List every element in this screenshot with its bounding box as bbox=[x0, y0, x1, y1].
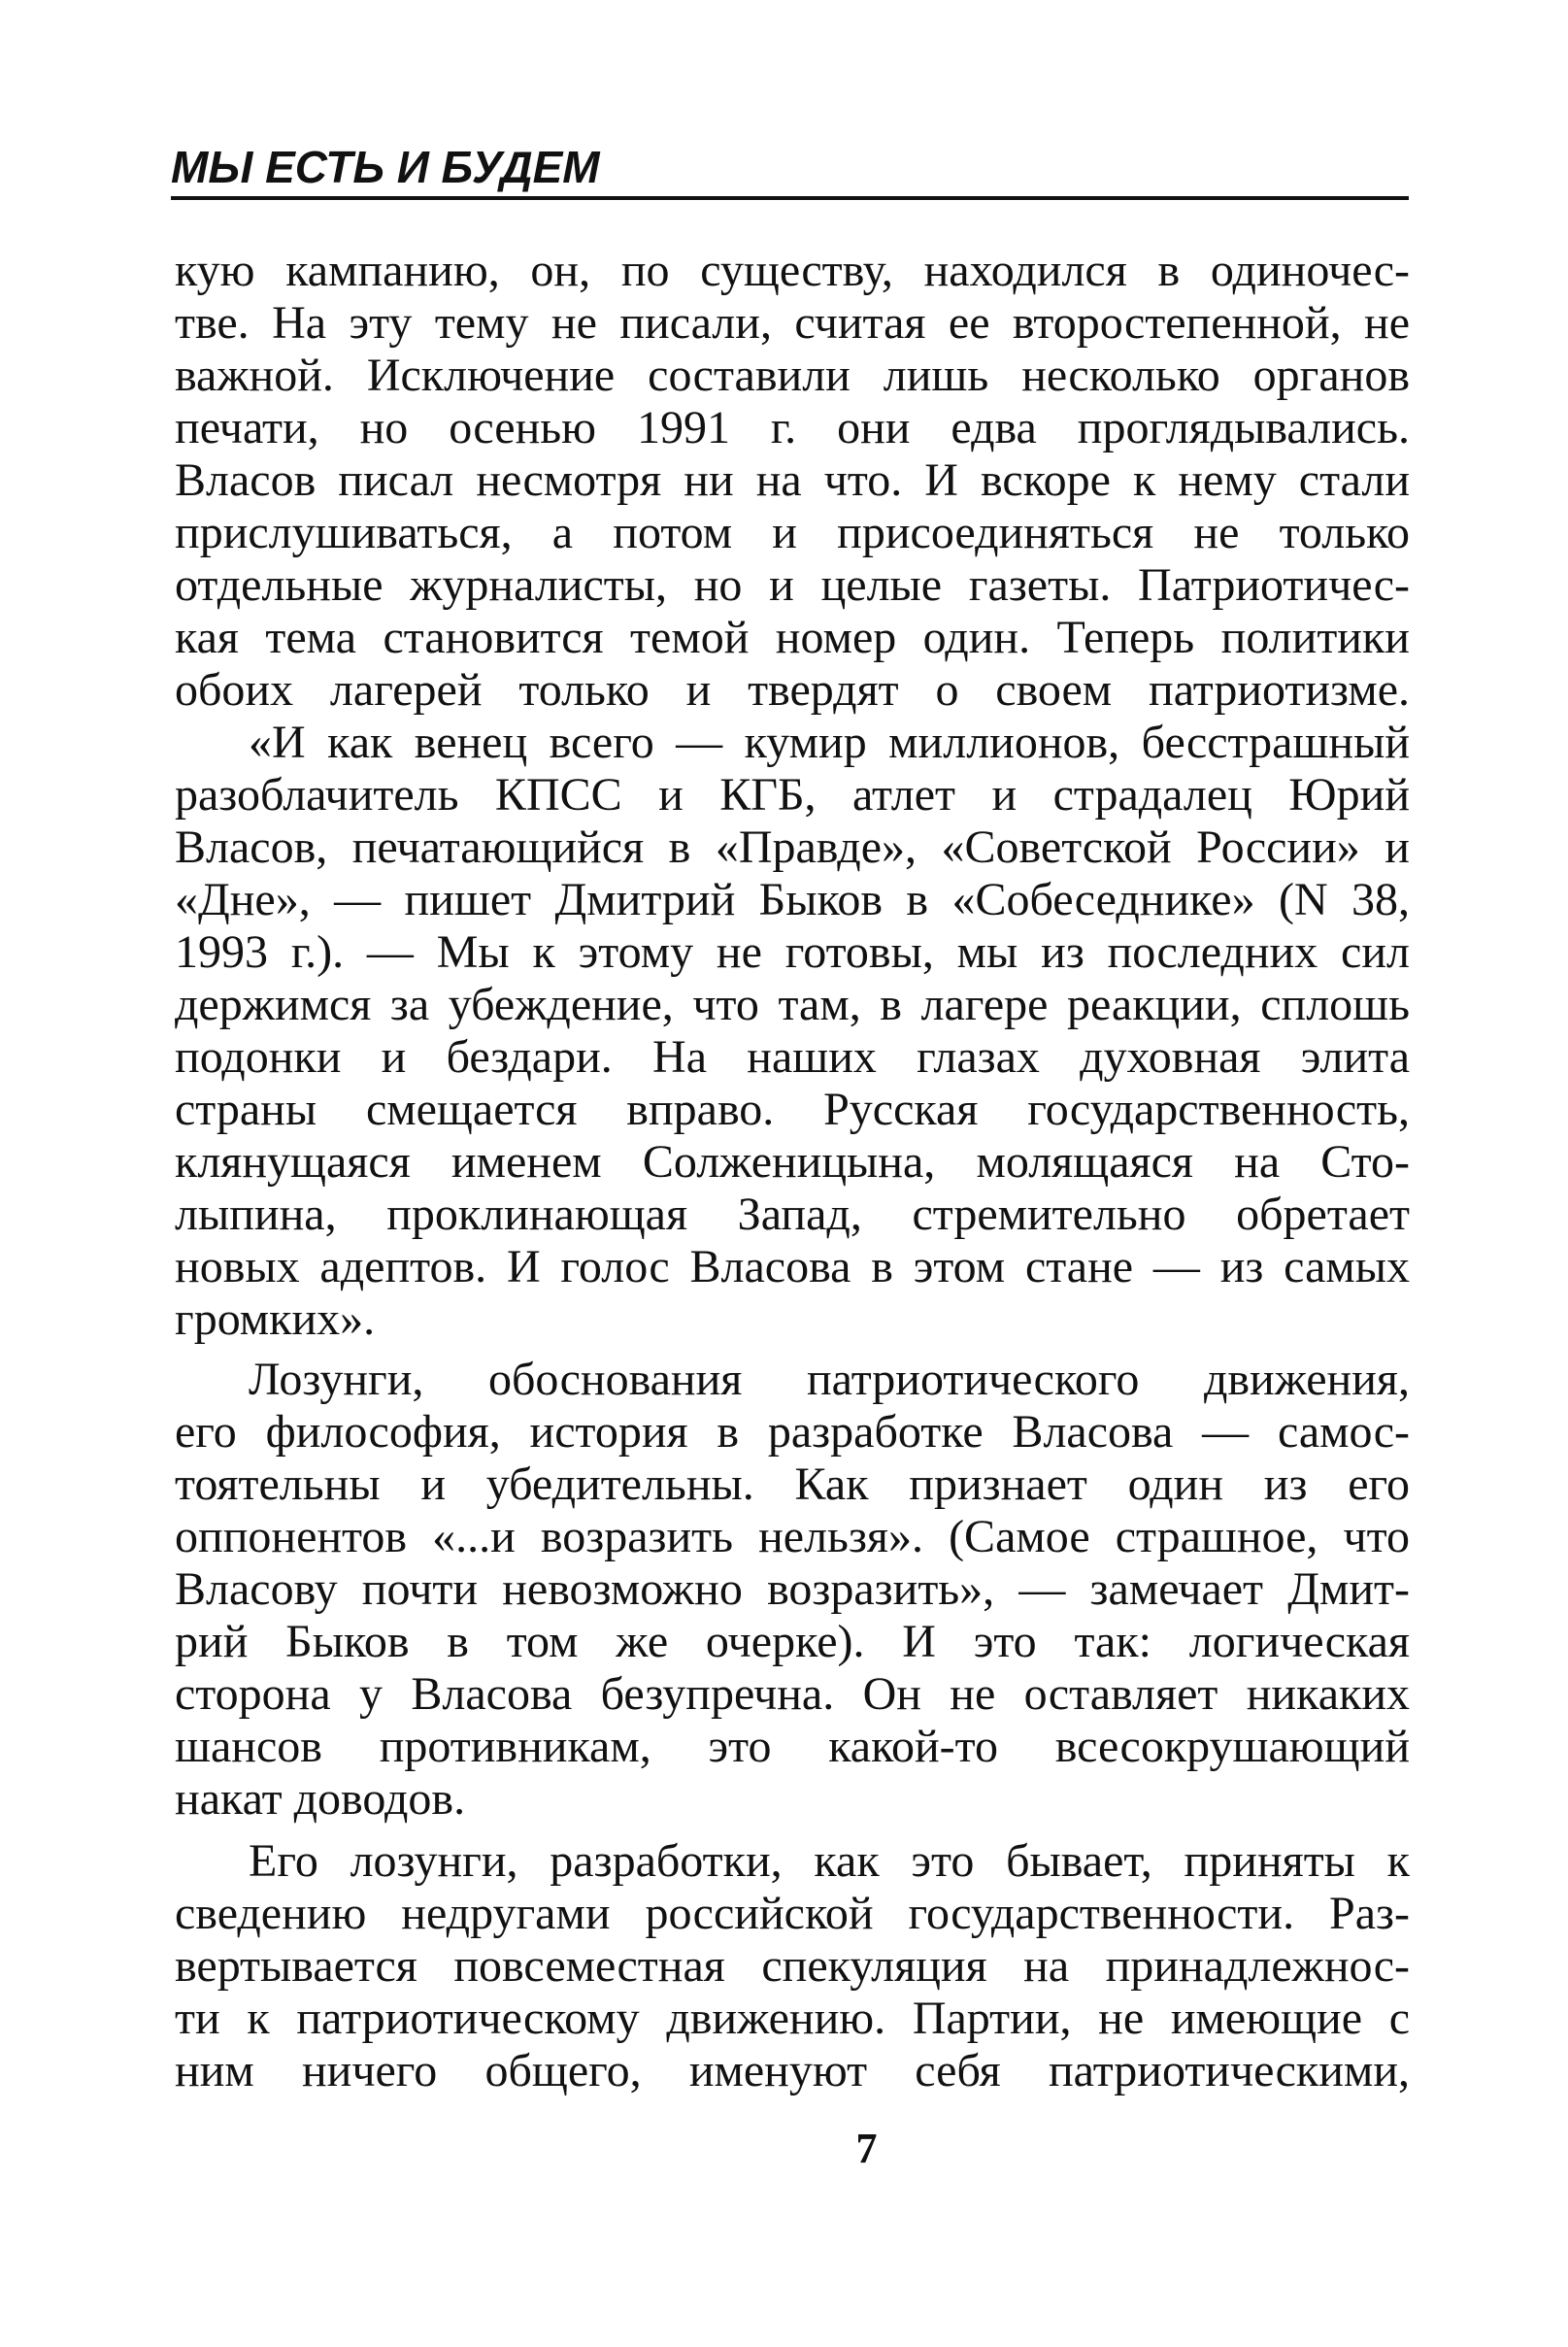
paragraph-first-line: Лозунги, обоснования патриотического движения, bbox=[249, 1354, 1410, 1405]
text-line: прислушиваться, а потом и присоединяться не только bbox=[175, 507, 1410, 558]
text-line: 1993 г.). — Мы к этому не готовы, мы из последних сил bbox=[175, 926, 1410, 978]
text-line: отдельные журналисты, но и целые газеты. Патриотичес- bbox=[175, 559, 1410, 611]
text-line: клянущаяся именем Солженицына, молящаяся на Сто- bbox=[175, 1136, 1410, 1188]
page-number: 7 bbox=[855, 2125, 878, 2172]
text-line: «Дне», — пишет Дмитрий Быков в «Собеседнике» (N 38, bbox=[175, 874, 1410, 925]
text-line: сведению недругами российской государственности. Раз- bbox=[175, 1888, 1410, 1939]
text-line: Власов, печатающийся в «Правде», «Советской России» и bbox=[175, 821, 1410, 873]
paragraph-first-line: Его лозунги, разработки, как это бывает, приняты к bbox=[249, 1835, 1410, 1887]
text-line: держимся за убеждение, что там, в лагере реакции, сплошь bbox=[175, 979, 1410, 1030]
text-line: ним ничего общего, именуют себя патриотическими, bbox=[175, 2045, 1410, 2096]
text-line: Власов писал несмотря ни на что. И вскоре к нему стали bbox=[175, 454, 1410, 506]
text-line: ти к патриотическому движению. Партии, не имеющие с bbox=[175, 1993, 1410, 2044]
text-line: его философия, история в разработке Власова — самос- bbox=[175, 1406, 1410, 1458]
text-line: кую кампанию, он, по существу, находился в одиночес- bbox=[175, 245, 1410, 296]
text-line: лыпина, проклинающая Запад, стремительно обретает bbox=[175, 1189, 1410, 1240]
paragraph-first-line: «И как венец всего — кумир миллионов, бесстрашный bbox=[249, 717, 1410, 768]
running-head bbox=[171, 134, 1409, 200]
text-line: тоятельны и убедительны. Как признает один из его bbox=[175, 1458, 1410, 1510]
text-line: разоблачитель КПСС и КГБ, атлет и страдалец Юрий bbox=[175, 769, 1410, 821]
text-line: подонки и бездари. На наших глазах духовная элита bbox=[175, 1031, 1410, 1083]
paragraph-last-line: громких». bbox=[175, 1293, 376, 1345]
text-line: обоих лагерей только и твердят о своем патриотизме. bbox=[175, 664, 1410, 716]
text-line: рий Быков в том же очерке). И это так: логическая bbox=[175, 1616, 1410, 1667]
text-line: сторона у Власова безупречна. Он не оставляет никаких bbox=[175, 1668, 1410, 1720]
text-line: вертывается повсеместная спекуляция на принадлежнос- bbox=[175, 1940, 1410, 1992]
text-line: оппонентов «...и возразить нельзя». (Самое страшное, что bbox=[175, 1511, 1410, 1562]
text-line: страны смещается вправо. Русская государственность, bbox=[175, 1084, 1410, 1135]
running-head-title: МЫ ЕСТЬ И БУДЕМ bbox=[171, 142, 600, 192]
text-line: новых адептов. И голос Власова в этом стане — из самых bbox=[175, 1241, 1410, 1292]
text-line: кая тема становится темой номер один. Теперь политики bbox=[175, 612, 1410, 663]
text-line: шансов противникам, это какой-то всесокрушающий bbox=[175, 1721, 1410, 1772]
text-line: важной. Исключение составили лишь несколько органов bbox=[175, 350, 1410, 401]
text-line: печати, но осенью 1991 г. они едва проглядывались. bbox=[175, 402, 1410, 453]
text-line: Власову почти невозможно возразить», — замечает Дмит- bbox=[175, 1563, 1410, 1615]
text-line: тве. На эту тему не писали, считая ее второстепенной, не bbox=[175, 297, 1410, 349]
paragraph-last-line: накат доводов. bbox=[175, 1773, 466, 1825]
